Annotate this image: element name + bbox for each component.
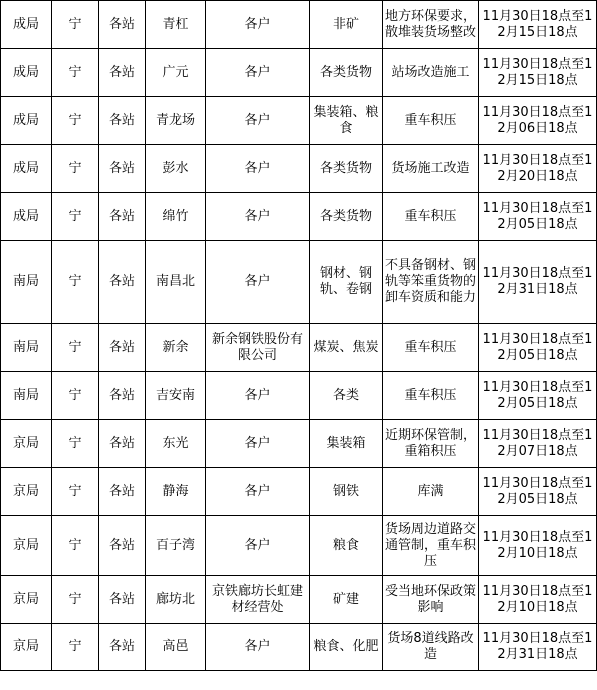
table-row xyxy=(1,324,597,372)
cell-consignee: 各户 xyxy=(206,516,310,576)
cell-direction: 宁 xyxy=(52,372,99,420)
cell-cargo: 集装箱、粮食 xyxy=(310,97,383,145)
cell-bureau: 成局 xyxy=(1,1,52,49)
cell-reason: 地方环保要求，散堆装货场整改 xyxy=(383,1,479,49)
cell-station-scope: 各站 xyxy=(99,372,146,420)
table-row xyxy=(1,193,597,241)
cell-period: 11月30日18点至12月31日18点 xyxy=(479,241,597,324)
cell-cargo: 钢材、钢轨、卷钢 xyxy=(310,241,383,324)
cell-period: 11月30日18点至12月05日18点 xyxy=(479,468,597,516)
cell-consignee: 各户 xyxy=(206,420,310,468)
cell-cargo: 各类货物 xyxy=(310,49,383,97)
cell-reason: 货场周边道路交通管制，重车积压 xyxy=(383,516,479,576)
cell-station: 南昌北 xyxy=(146,241,206,324)
cell-reason: 近期环保管制，重箱积压 xyxy=(383,420,479,468)
cell-direction: 宁 xyxy=(52,420,99,468)
cell-consignee: 京铁廊坊长虹建材经营处 xyxy=(206,576,310,624)
cell-reason: 重车积压 xyxy=(383,97,479,145)
cell-period: 11月30日18点至12月10日18点 xyxy=(479,576,597,624)
cell-reason: 货场施工改造 xyxy=(383,145,479,193)
cell-period: 11月30日18点至12月05日18点 xyxy=(479,324,597,372)
cell-period: 11月30日18点至12月06日18点 xyxy=(479,97,597,145)
cell-consignee: 各户 xyxy=(206,193,310,241)
cell-bureau: 成局 xyxy=(1,49,52,97)
cell-reason: 重车积压 xyxy=(383,372,479,420)
cell-reason: 重车积压 xyxy=(383,193,479,241)
cell-period: 11月30日18点至12月15日18点 xyxy=(479,1,597,49)
cell-station: 新余 xyxy=(146,324,206,372)
cell-bureau: 南局 xyxy=(1,372,52,420)
cell-station-scope: 各站 xyxy=(99,468,146,516)
table-row xyxy=(1,624,597,671)
cell-bureau: 成局 xyxy=(1,193,52,241)
cell-direction: 宁 xyxy=(52,241,99,324)
cell-station-scope: 各站 xyxy=(99,324,146,372)
cell-reason: 不具备钢材、钢轨等笨重货物的卸车资质和能力 xyxy=(383,241,479,324)
cell-direction: 宁 xyxy=(52,576,99,624)
cell-consignee: 各户 xyxy=(206,97,310,145)
cell-station: 东光 xyxy=(146,420,206,468)
cell-station-scope: 各站 xyxy=(99,49,146,97)
table-row xyxy=(1,49,597,97)
cell-station-scope: 各站 xyxy=(99,193,146,241)
cell-consignee: 新余钢铁股份有限公司 xyxy=(206,324,310,372)
table-row xyxy=(1,516,597,576)
cell-cargo: 各类货物 xyxy=(310,145,383,193)
cell-consignee: 各户 xyxy=(206,372,310,420)
cell-reason: 库满 xyxy=(383,468,479,516)
cell-station-scope: 各站 xyxy=(99,241,146,324)
table-row xyxy=(1,468,597,516)
cell-bureau: 京局 xyxy=(1,420,52,468)
cell-station: 廊坊北 xyxy=(146,576,206,624)
cell-consignee: 各户 xyxy=(206,1,310,49)
cell-bureau: 京局 xyxy=(1,468,52,516)
cell-cargo: 非矿 xyxy=(310,1,383,49)
cell-bureau: 京局 xyxy=(1,624,52,671)
table-row xyxy=(1,1,597,49)
cell-direction: 宁 xyxy=(52,193,99,241)
table-row xyxy=(1,97,597,145)
cell-station: 青杠 xyxy=(146,1,206,49)
cell-cargo: 各类货物 xyxy=(310,193,383,241)
cell-cargo: 各类 xyxy=(310,372,383,420)
cell-cargo: 矿建 xyxy=(310,576,383,624)
cell-period: 11月30日18点至12月05日18点 xyxy=(479,372,597,420)
cell-station: 彭水 xyxy=(146,145,206,193)
cell-station: 静海 xyxy=(146,468,206,516)
cell-consignee: 各户 xyxy=(206,49,310,97)
cell-cargo: 粮食 xyxy=(310,516,383,576)
cell-station-scope: 各站 xyxy=(99,145,146,193)
cell-station-scope: 各站 xyxy=(99,516,146,576)
cell-cargo: 钢铁 xyxy=(310,468,383,516)
cell-bureau: 成局 xyxy=(1,145,52,193)
cell-consignee: 各户 xyxy=(206,145,310,193)
cell-period: 11月30日18点至12月05日18点 xyxy=(479,193,597,241)
cell-cargo: 粮食、化肥 xyxy=(310,624,383,671)
table-row xyxy=(1,576,597,624)
cell-consignee: 各户 xyxy=(206,624,310,671)
cell-reason: 重车积压 xyxy=(383,324,479,372)
cell-direction: 宁 xyxy=(52,468,99,516)
cell-bureau: 京局 xyxy=(1,516,52,576)
cell-bureau: 京局 xyxy=(1,576,52,624)
cell-bureau: 成局 xyxy=(1,97,52,145)
cell-period: 11月30日18点至12月10日18点 xyxy=(479,516,597,576)
cell-direction: 宁 xyxy=(52,145,99,193)
cell-direction: 宁 xyxy=(52,49,99,97)
cell-cargo: 煤炭、焦炭 xyxy=(310,324,383,372)
cell-period: 11月30日18点至12月07日18点 xyxy=(479,420,597,468)
cell-station-scope: 各站 xyxy=(99,576,146,624)
cell-station: 吉安南 xyxy=(146,372,206,420)
cell-period: 11月30日18点至12月15日18点 xyxy=(479,49,597,97)
table-row xyxy=(1,372,597,420)
cell-direction: 宁 xyxy=(52,324,99,372)
table-row xyxy=(1,241,597,324)
cell-direction: 宁 xyxy=(52,516,99,576)
cell-reason: 站场改造施工 xyxy=(383,49,479,97)
cell-station: 高邑 xyxy=(146,624,206,671)
cell-station-scope: 各站 xyxy=(99,97,146,145)
cell-station: 青龙场 xyxy=(146,97,206,145)
cell-bureau: 南局 xyxy=(1,241,52,324)
cell-consignee: 各户 xyxy=(206,468,310,516)
cell-direction: 宁 xyxy=(52,97,99,145)
cell-direction: 宁 xyxy=(52,1,99,49)
cell-direction: 宁 xyxy=(52,624,99,671)
cell-station: 绵竹 xyxy=(146,193,206,241)
cell-station: 百子湾 xyxy=(146,516,206,576)
cell-station: 广元 xyxy=(146,49,206,97)
table-body xyxy=(1,1,597,671)
table-row xyxy=(1,420,597,468)
cell-station-scope: 各站 xyxy=(99,420,146,468)
cell-period: 11月30日18点至12月20日18点 xyxy=(479,145,597,193)
cell-cargo: 集装箱 xyxy=(310,420,383,468)
cell-bureau: 南局 xyxy=(1,324,52,372)
cell-station-scope: 各站 xyxy=(99,1,146,49)
table-row xyxy=(1,145,597,193)
cell-station-scope: 各站 xyxy=(99,624,146,671)
cell-consignee: 各户 xyxy=(206,241,310,324)
cell-reason: 货场8道线路改造 xyxy=(383,624,479,671)
cell-reason: 受当地环保政策影响 xyxy=(383,576,479,624)
cell-period: 11月30日18点至12月31日18点 xyxy=(479,624,597,671)
